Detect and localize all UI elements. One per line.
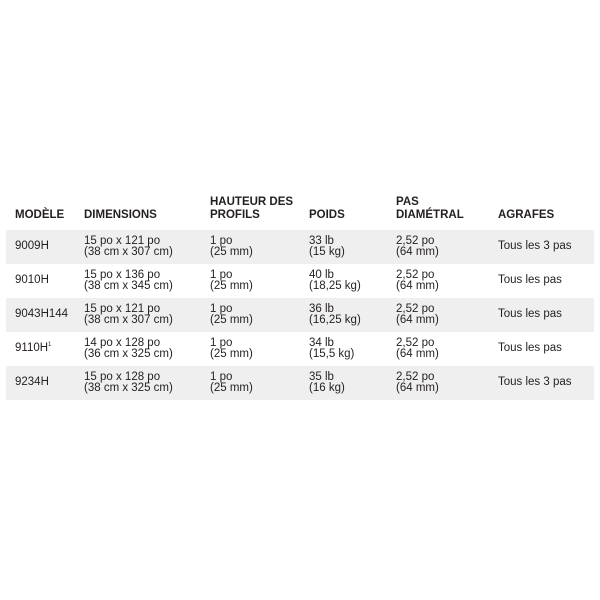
cell-dimensions: [75, 264, 201, 298]
cell-clips: Tous les pas: [498, 274, 562, 287]
cell-profile-height: [201, 230, 300, 264]
pitch-imperial: 2,52 po: [396, 268, 435, 281]
cell-profile-height: [201, 366, 300, 400]
profile-height-imperial: 1 po: [210, 268, 233, 281]
pitch-imperial: 2,52 po: [396, 336, 435, 349]
weight-imperial: 35 lb: [309, 370, 334, 383]
pitch-imperial: 2,52 po: [396, 234, 435, 247]
table-row: [6, 264, 594, 298]
model-value: 9010H: [15, 274, 49, 287]
cell-dimensions: [75, 366, 201, 400]
profile-height-metric: (25 mm): [210, 314, 253, 326]
cell-profile-height: [201, 332, 300, 366]
cell-pitch: [387, 298, 489, 332]
cell-pitch: [387, 230, 489, 264]
dimensions-imperial: 15 po x 128 po: [84, 370, 161, 383]
dimensions-metric: (38 cm x 307 cm): [84, 246, 173, 258]
cell-model: [6, 230, 75, 264]
dimensions-imperial: 15 po x 136 po: [84, 268, 161, 281]
pitch-metric: (64 mm): [396, 246, 439, 258]
cell-weight: [300, 230, 387, 264]
model-value: 9110H: [15, 342, 49, 355]
cell-weight: [300, 264, 387, 298]
header-profile-height: HAUTEUR DES PROFILS: [210, 196, 294, 221]
header-model: MODÈLE: [15, 209, 65, 221]
pitch-metric: (64 mm): [396, 348, 439, 360]
profile-height-metric: (25 mm): [210, 348, 253, 360]
cell-dimensions: [75, 332, 201, 366]
profile-height-imperial: 1 po: [210, 370, 233, 383]
weight-metric: (15 kg): [309, 246, 345, 258]
cell-model: [6, 332, 75, 366]
profile-height-imperial: 1 po: [210, 302, 233, 315]
weight-metric: (16,25 kg): [309, 314, 361, 326]
pitch-imperial: 2,52 po: [396, 370, 435, 383]
weight-imperial: 40 lb: [309, 268, 334, 281]
profile-height-imperial: 1 po: [210, 234, 233, 247]
weight-metric: (18,25 kg): [309, 280, 361, 292]
header-clips: AGRAFES: [498, 209, 555, 221]
profile-height-metric: (25 mm): [210, 280, 253, 292]
cell-model: [6, 264, 75, 298]
cell-clips: Tous les pas: [489, 298, 594, 332]
cell-dimensions: [75, 230, 201, 264]
header-dimensions: DIMENSIONS: [84, 209, 157, 221]
weight-metric: (16 kg): [309, 382, 345, 394]
dimensions-metric: (38 cm x 325 cm): [84, 382, 173, 394]
pitch-metric: (64 mm): [396, 280, 439, 292]
cell-profile-height: [201, 264, 300, 298]
pitch-imperial: 2,52 po: [396, 302, 435, 315]
dimensions-imperial: 14 po x 128 po: [84, 336, 161, 349]
cell-weight: [300, 366, 387, 400]
cell-pitch: [387, 366, 489, 400]
cell-dimensions: [75, 298, 201, 332]
cell-model: [6, 298, 75, 332]
profile-height-metric: (25 mm): [210, 382, 253, 394]
model-value: 9234H: [15, 376, 49, 389]
model-value: 9043H144: [15, 308, 69, 321]
cell-clips: Tous les 3 pas: [489, 366, 594, 400]
cell-pitch: [387, 264, 489, 298]
weight-imperial: 33 lb: [309, 234, 334, 247]
dimensions-metric: (36 cm x 325 cm): [84, 348, 173, 360]
cell-profile-height: [201, 298, 300, 332]
table-header-row: [6, 196, 594, 230]
header-pitch: PAS DIAMÉTRAL: [396, 196, 464, 221]
header-weight: POIDS: [309, 209, 345, 221]
table-row: [6, 332, 594, 366]
weight-metric: (15,5 kg): [309, 348, 355, 360]
cell-pitch: [387, 332, 489, 366]
weight-imperial: 34 lb: [309, 336, 334, 349]
pitch-metric: (64 mm): [396, 382, 439, 394]
cell-clips: Tous les 3 pas: [489, 230, 594, 264]
dimensions-imperial: 15 po x 121 po: [84, 302, 161, 315]
pitch-metric: (64 mm): [396, 314, 439, 326]
cell-weight: [300, 332, 387, 366]
profile-height-imperial: 1 po: [210, 336, 233, 349]
weight-imperial: 36 lb: [309, 302, 334, 315]
dimensions-metric: (38 cm x 307 cm): [84, 314, 173, 326]
table-row: [6, 366, 594, 400]
cell-weight: [300, 298, 387, 332]
model-value: 9009H: [15, 240, 49, 253]
dimensions-imperial: 15 po x 121 po: [84, 234, 161, 247]
table-row: [6, 230, 594, 264]
cell-clips: Tous les pas: [498, 342, 562, 355]
spec-table: [6, 196, 594, 400]
table-row: [6, 298, 594, 332]
model-footnote: 1: [48, 342, 52, 349]
dimensions-metric: (38 cm x 345 cm): [84, 280, 173, 292]
profile-height-metric: (25 mm): [210, 246, 253, 258]
cell-model: [6, 366, 75, 400]
